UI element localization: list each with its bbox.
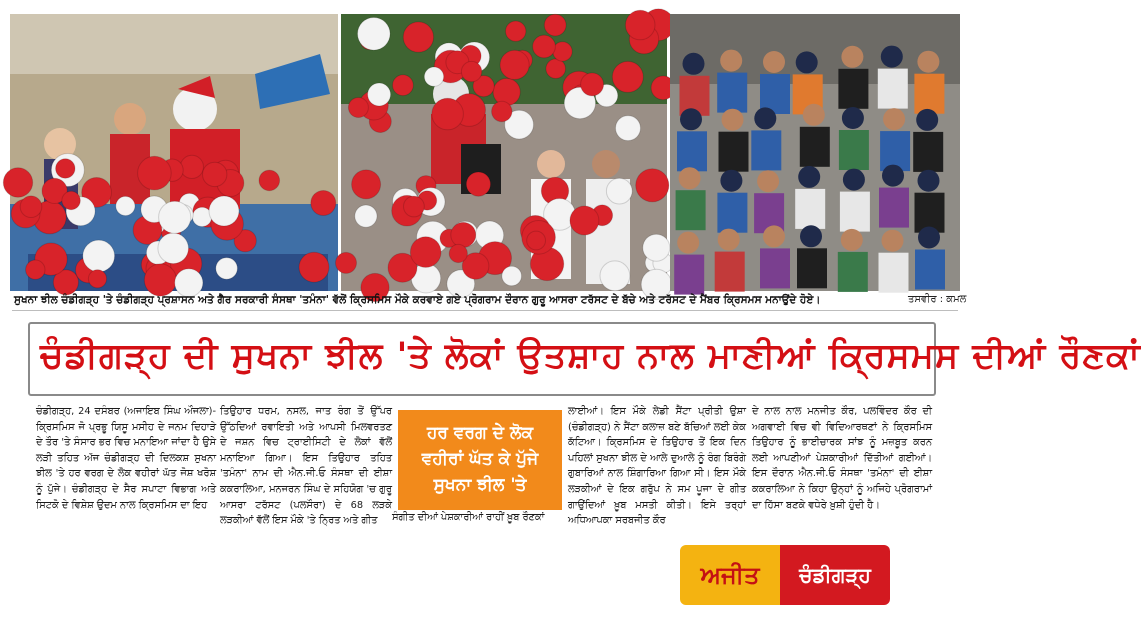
crowd-person-head [882, 230, 904, 252]
crowd-person-head [763, 225, 785, 247]
photo-children-crowd [670, 14, 960, 291]
balloon [209, 196, 239, 226]
pull-quote-line-3: ਸੁਖਨਾ ਝੀਲ 'ਤੇ [433, 475, 527, 495]
balloon [527, 231, 546, 250]
crowd-person-head [841, 46, 863, 68]
balloon [116, 196, 135, 215]
balloon [3, 168, 32, 197]
crowd-person-body [674, 255, 704, 295]
balloon [355, 205, 377, 227]
crowd-person-body [913, 132, 943, 172]
balloon [393, 75, 414, 96]
balloon [311, 191, 336, 216]
balloon [606, 178, 632, 204]
crowd-person-head [917, 51, 939, 73]
crowd-person-head [680, 108, 702, 130]
crowd-person-head [882, 165, 904, 187]
crowd-person-head [722, 109, 744, 131]
balloon [570, 206, 599, 235]
crowd-person-body [915, 250, 945, 290]
crowd-person-body [717, 193, 747, 233]
balloon [546, 59, 566, 79]
headline-box [28, 322, 1141, 396]
crowd-person-body [879, 253, 909, 293]
balloon [432, 98, 464, 130]
balloon [581, 73, 604, 96]
balloon [336, 252, 357, 273]
crowd-person-body [879, 188, 909, 228]
newspaper-masthead [680, 545, 890, 605]
crowd-person-head [757, 170, 779, 192]
balloon [158, 233, 189, 264]
balloon [643, 234, 670, 261]
caption-text: ਸੁਖਨਾ ਝੀਲ ਚੰਡੀਗੜ੍ਹ 'ਤੇ ਚੰਡੀਗੜ੍ਹ ਪ੍ਰਸ਼ਾਸਨ ਅਤੇ ਗੈਰ ਸਰਕਾਰੀ ਸੰਸਥਾ 'ਤਮੰਨਾ' ਵੱਲੋਂ ਕ੍ਰਿਸਮਿਸ ਮੌਕੇ ਕਰਵਾਏ ਗਏ ਪ੍ਰੋਗਰਾਮ ਦੌਰਾਨ ਗੁਰੂ ਆਸਰਾ ਟਰੱਸਟ ਦੇ ਬੱਚੇ ਅਤੇ ਟਰੱਸਟ ਦੇ ਮੈਂਬਰ ਕ੍ਰਿਸਮਸ ਮਨਾਉਂਦੇ ਹੋਏ। [14, 294, 821, 306]
balloon [159, 201, 191, 233]
balloon [410, 237, 441, 268]
balloon [180, 155, 203, 178]
balloon [216, 258, 238, 280]
crowd-person-body [840, 192, 870, 232]
pull-quote-line-1: ਹਰ ਵਰਗ ਦੇ ਲੋਕ [426, 423, 534, 443]
balloon [26, 260, 45, 279]
crowd-person-head [679, 167, 701, 189]
crowd-person-body [715, 252, 745, 292]
balloon [88, 270, 106, 288]
crowd-person-body [795, 189, 825, 229]
balloon [348, 98, 368, 118]
balloon [500, 50, 529, 79]
masthead-ajit: ਅਜੀਤ [680, 545, 780, 605]
photo-santa-boat [10, 14, 338, 291]
crowd-person-head [677, 232, 699, 254]
crowd-person-head [754, 107, 776, 129]
balloon [616, 116, 641, 141]
crowd-person-body [838, 69, 868, 109]
balloon [449, 244, 467, 262]
balloon [424, 67, 443, 86]
crowd-person-head [881, 46, 903, 68]
crowd-person-body [676, 190, 706, 230]
balloon [600, 261, 630, 291]
headline: ਚੰਡੀਗੜ੍ਹ ਦੀ ਸੁਖਨਾ ਝੀਲ 'ਤੇ ਲੋਕਾਂ ਉਤਸ਼ਾਹ ਨਾਲ ਮਾਣੀਆਂ ਕ੍ਰਿਸਮਸ ਦੀਆਂ ਰੌਣਕਾਂ [40, 336, 1141, 376]
crowd-person-head [841, 229, 863, 251]
balloon [493, 78, 520, 105]
photo-santa-float [341, 14, 667, 291]
balloon [506, 21, 526, 41]
crowd-person-head [803, 104, 825, 126]
balloon [612, 61, 643, 92]
balloon [461, 61, 481, 81]
balloon [544, 14, 566, 36]
crowd-person-head [720, 170, 742, 192]
balloon [20, 196, 42, 218]
balloon [625, 10, 655, 40]
crowd-person-head [918, 227, 940, 249]
crowd-person-body [719, 132, 749, 172]
crowd-person-head [763, 51, 785, 73]
balloon [83, 240, 115, 272]
photo-strip [10, 14, 960, 291]
crowd-person-head [718, 229, 740, 251]
balloon [56, 159, 75, 178]
balloon [203, 162, 227, 186]
masthead-chandigarh: ਚੰਡੀਗੜ੍ਹ [780, 545, 890, 605]
crowd-person-head [843, 169, 865, 191]
balloon [466, 172, 490, 196]
crowd-person-body [797, 248, 827, 288]
crowd-person-head [798, 166, 820, 188]
photo-caption [12, 292, 967, 311]
crowd-person-body [760, 248, 790, 288]
balloon [502, 266, 522, 286]
crowd-person-body [838, 252, 868, 292]
crowd-person-head [720, 50, 742, 72]
balloon [451, 222, 476, 247]
crowd-person-head [683, 53, 705, 75]
balloon [492, 101, 512, 121]
pull-quote [398, 410, 562, 510]
crowd-person-body [914, 74, 944, 114]
balloon [299, 252, 329, 282]
crowd-person-head [800, 225, 822, 247]
balloon [259, 170, 280, 191]
article-column-3: ਲਾਈਆਂ। ਇਸ ਮੌਕੇ ਲੇਡੀ ਸੈਂਟਾ ਪ੍ਰੀਤੀ ਉਸ਼ਾ (ਚੰਡੀਗੜ੍ਹ) ਨੇ ਸੈਂਟਾ ਕਲਾਜ਼ ਬਣੇ ਬੱਚਿਆਂ ਲਈ ਕੇਕ ਕੱਟਿਆ। ਕ੍ਰਿਸਮਿਸ ਦੇ ਤਿਉਹਾਰ ਤੋਂ ਇਕ ਦਿਨ ਪਹਿਲਾਂ ਸੁਖਨਾ ਝੀਲ ਦੇ ਆਲੇ ਦੁਆਲੇ ਨੂੰ ਰੰਗ ਬਿਰੰਗੇ ਗੁਬਾਰਿਆਂ ਨਾਲ ਸ਼ਿੰਗਾਰਿਆ ਗਿਆ ਸੀ। ਇਸ ਮੌਕੇ ਲੜਕੀਆਂ ਦੇ ਇਕ ਗਰੁੱਪ ਨੇ ਸਮ ਪੂਜਾ ਦੇ ਗੀਤ ਗਾਉਂਦਿਆਂ ਖ਼ੂਬ ਮਸਤੀ ਕੀਤੀ। ਇਸੇ ਤਰ੍ਹਾਂ ਅਧਿਆਪਕਾ ਸਰਬਜੀਤ ਕੌਰ [568, 406, 746, 527]
article-column-1: ਚੰਡੀਗੜ੍ਹ, 24 ਦਸੰਬਰ (ਅਜਾਇਬ ਸਿੰਘ ਔਜਲਾ)- ਕ੍ਰਿਸਮਿਸ ਜੋ ਪ੍ਰਭੂ ਯਿਸੂ ਮਸੀਹ ਦੇ ਜਨਮ ਦਿਹਾੜੇ ਦੇ ਤੌਰ 'ਤੇ ਸੰਸਾਰ ਭਰ ਵਿਚ ਮਨਾਇਆ ਜਾਂਦਾ ਹੈ ਉਸੇ ਲੜੀ ਤਹਿਤ ਅੱਜ ਚੰਡੀਗੜ੍ਹ ਦੀ ਦਿਲਕਸ਼ ਸੁਖਨਾ ਝੀਲ 'ਤੇ ਹਰ ਵਰਗ ਦੇ ਲੋਕ ਵਹੀਰਾਂ ਘੱਤ ਜੋਸ਼ ਖਰੋਸ਼ ਨੂੰ ਪੁੱਜੇ। ਚੰਡੀਗੜ੍ਹ ਦੇ ਸੈਰ ਸਪਾਟਾ ਵਿਭਾਗ ਅਤੇ ਸਿਟਕੋ ਦੇ ਵਿਸ਼ੇਸ਼ ਉਦਮ ਨਾਲ ਕ੍ਰਿਸਮਿਸ ਦਾ ਇਹ [36, 406, 216, 511]
crowd-person-body [878, 69, 908, 109]
crowd-person-head [918, 170, 940, 192]
crowd-person-body [800, 127, 830, 167]
crowd-person-head [842, 107, 864, 129]
crowd-person-body [717, 73, 747, 113]
crowd-person-body [839, 130, 869, 170]
balloon [533, 35, 556, 58]
balloon [352, 170, 381, 199]
crowd-person-head [883, 108, 905, 130]
balloon [403, 22, 433, 52]
pull-quote-tail: ਸੰਗੀਤ ਦੀਆਂ ਪੇਸ਼ਕਾਰੀਆਂ ਰਾਹੀਂ ਖ਼ੂਬ ਰੌਣਕਾਂ [392, 512, 545, 523]
photo-credit: ਤਸਵੀਰ : ਕਮਲ [908, 294, 967, 305]
crowd-person-head [796, 51, 818, 73]
balloon [636, 169, 669, 202]
article-column-4: ਦੇ ਨਾਲ ਨਾਲ ਮਨਜੀਤ ਕੌਰ, ਪਲਵਿੰਦਰ ਕੌਰ ਦੀ ਅਗਵਾਈ ਵਿਚ ਵੀ ਵਿਦਿਆਰਥਣਾਂ ਨੇ ਕ੍ਰਿਸਮਿਸ ਤਿਉਹਾਰ ਨੂੰ ਭਾਈਚਾਰਕ ਸਾਂਝ ਨੂੰ ਮਜ਼ਬੂਤ ਕਰਨ ਲਈ ਆਪਣੀਆਂ ਪੇਸ਼ਕਾਰੀਆਂ ਦਿੱਤੀਆਂ ਗਈਆਂ। ਇਸ ਦੌਰਾਨ ਐਨ.ਜੀ.ਓ ਸੰਸਥਾ 'ਤਮੰਨਾ' ਦੀ ਈਸ਼ਾ ਕਕਰਾਲਿਆ ਨੇ ਕਿਹਾ ਉਨ੍ਹਾਂ ਨੂੰ ਅਜਿਹੇ ਪ੍ਰੋਗਰਾਮਾਂ ਦਾ ਹਿੱਸਾ ਬਣਕੇ ਵਧੇਰੇ ਖ਼ੁਸ਼ੀ ਹੁੰਦੀ ਹੈ। [752, 406, 932, 511]
article-column-2: ਤਿਉਹਾਰ ਧਰਮ, ਨਸਲ, ਜਾਤ ਰੰਗ ਤੋਂ ਉੱਪਰ ਉੱਠਦਿਆਂ ਰਵਾਇਤੀ ਅਤੇ ਆਪਸੀ ਮਿਲਵਰਤਣ ਦੇ ਜਸ਼ਨ ਵਿਚ ਟ੍ਰਾਈਸਿਟੀ ਦੇ ਲੋਕਾਂ ਵੱਲੋਂ ਮਨਾਇਆ ਗਿਆ। ਇਸ ਤਿਉਹਾਰ ਤਹਿਤ 'ਤਮੰਨਾ' ਨਾਮ ਦੀ ਐਨ.ਜੀ.ਓ ਸੰਸਥਾ ਦੀ ਈਸ਼ਾ ਕਕਰਾਲਿਆ, ਮਨਜਰਨ ਸਿੰਘ ਦੇ ਸਹਿਯੋਗ 'ਚ ਗੁਰੂ ਆਸਰਾ ਟਰੱਸਟ (ਪਲਸੌਰਾ) ਦੇ 68 ਲੜਕੇ ਲੜਕੀਆਂ ਵੱਲੋਂ ਇਸ ਮੌਕੇ 'ਤੇ ਨ੍ਰਿਤ ਅਤੇ ਗੀਤ [220, 406, 392, 527]
crowd-person-head [916, 109, 938, 131]
crowd-person-body [751, 130, 781, 170]
pull-quote-line-2: ਵਹੀਰਾਂ ਘੱਤ ਕੇ ਪੁੱਜੇ [421, 449, 539, 469]
balloon [62, 191, 80, 209]
balloon [138, 156, 172, 190]
balloon [404, 196, 425, 217]
crowd-person-body [677, 131, 707, 171]
balloon [358, 18, 391, 51]
balloon [368, 83, 391, 106]
